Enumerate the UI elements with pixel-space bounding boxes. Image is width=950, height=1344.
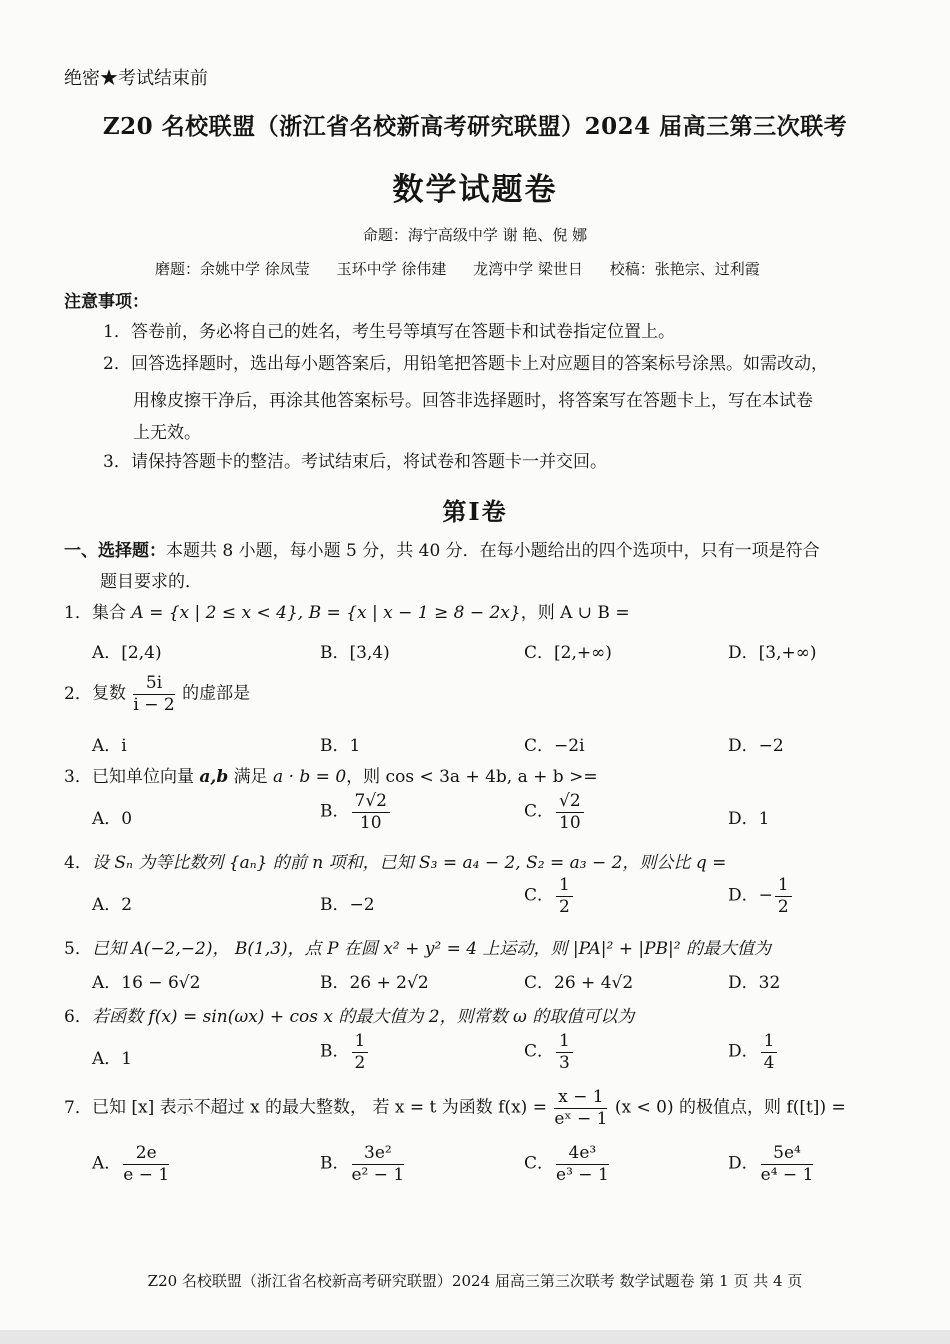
q6-option-c: C． $\frac{1}{3}$ <box>524 1032 575 1072</box>
reviewer-1: 磨题：余姚中学 徐凤莹 <box>155 260 310 278</box>
q3-option-c: C． $\frac{√2}{10}$ <box>524 792 586 832</box>
q1-option-b: B．[3,4) <box>320 643 390 663</box>
q2-option-a: A．i <box>92 736 127 756</box>
reviewers-line <box>155 258 782 279</box>
scan-edge <box>0 1330 950 1344</box>
q2-option-c: C．−2i <box>524 736 585 756</box>
question-5: 5．已知 A(−2,−2)， B(1,3)，点 P 在圆 x² + y² = 4 上运动，则 |PA|² + |PB|² 的最大值为 <box>64 939 771 959</box>
q3-option-a: A．0 <box>92 809 133 829</box>
confidential-label: 绝密★考试结束前 <box>64 68 208 89</box>
q4-option-b: B．−2 <box>320 895 375 915</box>
question-1: 1．集合 A = {x | 2 ≤ x < 4}, B = {x | x − 1 ≥ 8 − 2x}，则 A ∪ B = <box>64 603 630 623</box>
q2-option-b: B．1 <box>320 736 361 756</box>
part-title: 第Ⅰ卷 <box>442 497 508 526</box>
q1-option-d: D．[3,+∞) <box>728 643 817 663</box>
q5-option-b: B．26 + 2√2 <box>320 973 429 993</box>
question-3: 3．已知单位向量 a,b 满足 a · b = 0，则 cos < 3a + 4b, a + b >= <box>64 767 598 787</box>
notice-item-2-line-2: 用橡皮擦干净后，再涂其他答案标号。回答非选择题时，将答案写在答题卡上，写在本试卷 <box>133 391 813 411</box>
reviewer-3: 龙湾中学 梁世日 <box>473 260 583 278</box>
q7-option-d: D． $\frac{\text{5e⁴}}{\text{e⁴ − 1}}$ <box>728 1143 814 1185</box>
q6-option-b: B． $\frac{1}{2}$ <box>320 1032 370 1072</box>
q5-option-a: A．16 − 6√2 <box>92 973 201 993</box>
question-7: 7．已知 [x] 表示不超过 x 的最大整数， 若 x = t 为函数 f(x) = $\frac{x - 1}{\text{eˣ − 1}}$ (x < 0) 的极值点，则 f([t]) = <box>64 1087 846 1129</box>
notice-item-1: 1．答卷前，务必将自己的姓名，考生号等填写在答题卡和试卷指定位置上。 <box>103 322 675 342</box>
q4-option-c: C． $\frac{1}{2}$ <box>524 876 575 916</box>
q1-option-a: A．[2,4) <box>92 643 162 663</box>
page-footer: Z20 名校联盟（浙江省名校新高考研究联盟）2024 届高三第三次联考 数学试题卷 第 1 页 共 4 页 <box>147 1272 803 1290</box>
question-4: 4．设 Sₙ 为等比数列 {aₙ} 的前 n 项和，已知 S₃ = a₄ − 2, S₂ = a₃ − 2，则公比 q = <box>64 853 727 873</box>
q7-fraction: $\frac{x - 1}{\text{eˣ − 1}}$ <box>554 1087 608 1129</box>
q6-option-d: D． $\frac{1}{4}$ <box>728 1032 779 1072</box>
q5-option-d: D．32 <box>728 973 781 993</box>
paper-subtitle: 数学试题卷 <box>392 172 558 208</box>
q7-option-a: A． $\frac{2e}{e - 1}$ <box>92 1143 170 1185</box>
q2-fraction: $\frac{5i}{i - 2}$ <box>133 673 175 715</box>
notice-title: 注意事项： <box>64 292 149 312</box>
q2-option-d: D．−2 <box>728 736 784 756</box>
notice-item-2-line-3: 上无效。 <box>133 423 201 443</box>
q4-option-a: A．2 <box>92 895 133 915</box>
q3-option-b: B． $\frac{7√2}{10}$ <box>320 792 392 832</box>
notice-item-2: 2．回答选择题时，选出每小题答案后，用铅笔把答题卡上对应题目的答案标号涂黑。如需改动， <box>103 354 828 374</box>
reviewer-2: 玉环中学 徐伟建 <box>336 260 447 278</box>
exam-title: Z20 名校联盟（浙江省名校新高考研究联盟）2024 届高三第三次联考 <box>102 113 848 140</box>
q4-option-d: D．− $\frac{1}{2}$ <box>728 876 794 916</box>
section-heading-cont: 题目要求的． <box>100 572 202 592</box>
q1-option-c: C．[2,+∞) <box>524 643 612 663</box>
q3-option-d: D．1 <box>728 809 770 829</box>
section-heading: 一、选择题：本题共 8 小题，每小题 5 分，共 40 分．在每小题给出的四个选项中，只有一项是符合 <box>64 541 820 561</box>
authors-line: 命题：海宁高级中学 谢 艳、倪 娜 <box>362 226 588 244</box>
q7-option-c: C． $\frac{\text{4e³}}{\text{e³ − 1}}$ <box>524 1143 609 1185</box>
question-2: 2．复数 $\frac{5i}{i - 2}$ 的虚部是 <box>64 673 251 715</box>
notice-item-3: 3．请保持答题卡的整洁。考试结束后，将试卷和答题卡一并交回。 <box>103 452 607 472</box>
q6-option-a: A．1 <box>92 1049 133 1069</box>
q7-option-b: B． $\frac{\text{3e²}}{\text{e² − 1}}$ <box>320 1143 405 1185</box>
proofreaders: 校稿：张艳宗、过利霞 <box>609 260 760 278</box>
q5-option-c: C．26 + 4√2 <box>524 973 634 993</box>
question-6: 6．若函数 f(x) = sin(ωx) + cos x 的最大值为 2，则常数 ω 的取值可以为 <box>64 1007 635 1027</box>
